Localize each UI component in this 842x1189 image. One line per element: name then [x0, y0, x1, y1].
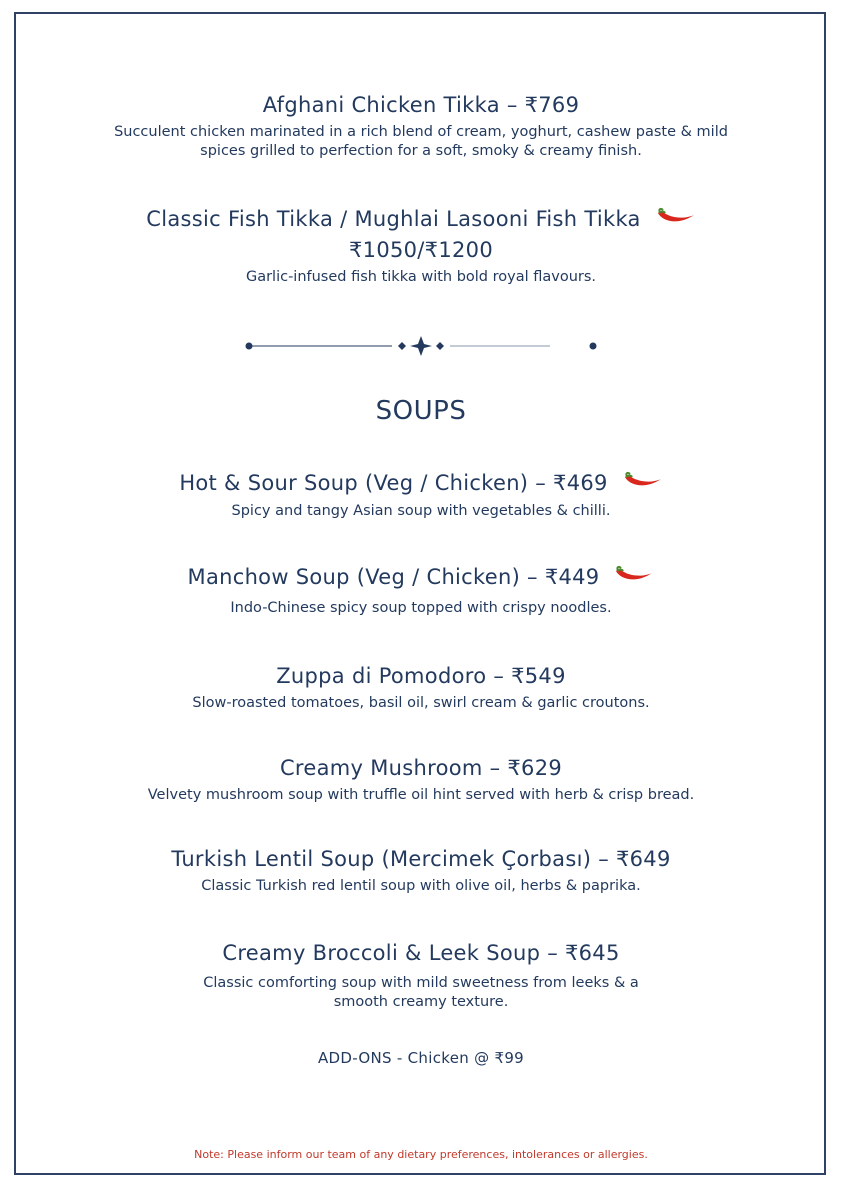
- item-description: Indo-Chinese spicy soup topped with crispy noodles.: [230, 600, 612, 616]
- item-title: Creamy Mushroom – ₹629: [279, 756, 563, 780]
- item-description-line-1: Succulent chicken marinated in a rich blend of cream, yoghurt, cashew paste & mild: [114, 124, 728, 140]
- item-title: Zuppa di Pomodoro – ₹549: [276, 664, 566, 688]
- item-price: ₹1050/₹1200: [349, 238, 493, 262]
- menu-item-turkish-lentil-soup: [0, 844, 842, 896]
- item-title-row: [0, 468, 842, 499]
- item-title: Hot & Sour Soup (Veg / Chicken) – ₹469: [179, 471, 608, 495]
- item-title: Classic Fish Tikka / Mughlai Lasooni Fish Tikka: [146, 207, 641, 231]
- menu-item-manchow-soup: [0, 562, 842, 618]
- item-title-row: [0, 562, 842, 593]
- menu-item-fish-tikka: [0, 204, 842, 287]
- item-description: Spicy and tangy Asian soup with vegetables & chilli.: [231, 503, 611, 519]
- item-description-line-2: smooth creamy texture.: [333, 994, 509, 1010]
- menu-item-broccoli-leek-soup: [0, 938, 842, 1012]
- addons-line: [0, 1049, 842, 1067]
- menu-item-hot-sour-soup: [0, 468, 842, 521]
- menu-item-afghani-chicken-tikka: [0, 90, 842, 161]
- item-title: Creamy Broccoli & Leek Soup – ₹645: [222, 941, 620, 965]
- item-title: Manchow Soup (Veg / Chicken) – ₹449: [187, 565, 600, 589]
- ornament-divider: [240, 334, 602, 358]
- item-description: Velvety mushroom soup with truffle oil hint served with herb & crisp bread.: [147, 787, 695, 803]
- item-title: Turkish Lentil Soup (Mercimek Çorbası) – ₹649: [171, 847, 671, 871]
- item-description-line-2: spices grilled to perfection for a soft, smoky & creamy finish.: [200, 143, 642, 159]
- item-title: Afghani Chicken Tikka – ₹769: [262, 93, 580, 117]
- item-description: Slow-roasted tomatoes, basil oil, swirl cream & garlic croutons.: [192, 695, 650, 711]
- chili-pepper-icon: [614, 563, 654, 593]
- menu-item-creamy-mushroom: [0, 753, 842, 805]
- chili-pepper-icon: [656, 205, 696, 235]
- section-title: SOUPS: [375, 396, 467, 426]
- section-heading: [0, 396, 842, 426]
- item-description-line-1: Classic comforting soup with mild sweetness from leeks & a: [203, 975, 639, 991]
- item-description: Classic Turkish red lentil soup with olive oil, herbs & paprika.: [201, 878, 641, 894]
- chili-pepper-icon: [623, 469, 663, 499]
- menu-item-zuppa-di-pomodoro: [0, 661, 842, 713]
- item-title-row: [0, 204, 842, 235]
- item-description: Garlic-infused fish tikka with bold royal flavours.: [245, 269, 597, 285]
- dietary-note: [0, 1148, 842, 1161]
- addons-text: ADD-ONS - Chicken @ ₹99: [317, 1049, 525, 1067]
- dietary-note-text: Note: Please inform our team of any dietary preferences, intolerances or allergies.: [194, 1148, 648, 1161]
